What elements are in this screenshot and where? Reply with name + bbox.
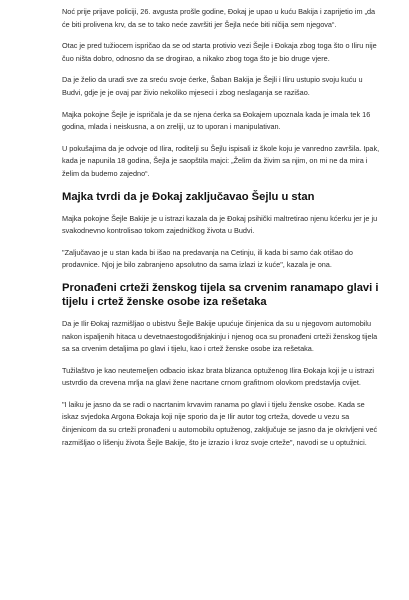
section-heading: Majka tvrdi da je Đokaj zaključavao Šejlu u stan <box>62 190 315 203</box>
paragraph: Otac je pred tužiocem ispričao da se od starta protivio vezi Šejle i Đokaja zbog toga što o Iliru nije čuo ništa dobro, odnosno da se drogirao, a nikako zbog toga što je bio druge vjere. <box>62 41 377 63</box>
paragraph: U pokušajima da je odvoje od Ilira, roditelji su Šejlu ispisali iz škole koju je vanredno završila. Ipak, kada je napunila 18 godina, Šejla je saopštila majci: „Želim da živim sa njim, on mi ne da mira i želim da budemo zajedno“. <box>62 143 380 178</box>
paragraph: Majka pokojne Šejle Bakije je u istrazi kazala da je Đokaj psihički maltretirao njenu kćerku jer je ju svakodnevno kontrolisao tokom zajedničkog života u Budvi. <box>62 213 378 236</box>
quote-paragraph: "I laiku je jasno da se radi o nacrtanim krvavim ranama po glavi i tijelu ženske osobe. Kada se iskaz svjedoka Argona Đokaja koji nije sporio da je Ilir autor tog crteža, dovede u vezu sa činjenicom da su crteži pronađeni u automobilu optuženog, zaključuje se jasno da je okrivljeni već razmišljao o lišenju života Šejle Bakije, što je izrazio i kroz svoje crteže", navodi se u optužnici. <box>62 399 378 447</box>
section-heading: Pronađeni crteži ženskog tijela sa crvenim ranamapo glavi i tijelu i crtež ženske osobe iza rešetaka <box>62 281 379 308</box>
paragraph: Noć prije prijave policiji, 26. avgusta prošle godine, Đokaj je upao u kuću Bakija i zaprijetio im „da će biti prolivena krv, da se to tako neće završiti jer Šejla neće biti ničija sem njegova“. <box>62 7 376 29</box>
paragraph: Da je želio da uradi sve za sreću svoje ćerke, Šaban Bakija je Šejli i Iliru ustupio svoju kuću u Budvi, gdje je je ovaj par živio nekoliko mjeseci i zbog neslaganja se razišao. <box>62 75 363 97</box>
paragraph: Majka pokojne Šejle je ispričala je da se njena ćerka sa Đokajem upoznala kada je imala tek 16 godina, mlada i neiskusna, a on zreliji, uz to uporan i manipulativan. <box>62 109 371 132</box>
quote-paragraph: "Zaljučavao je u stan kada bi išao na predavanja na Cetinju, ili kada bi samo ćak otišao do prodavnice. Njoj je bilo zabranjeno apsolutno da sama izlazi iz kuće", kazala je ona. <box>62 247 353 270</box>
paragraph: Tužilaštvo je kao neutemeljen odbacio iskaz brata blizanca optuženog Ilira Đokaja koji je u istrazi ustvrdio da crevena mrlja na glavi žene nacrtane crnom grafitnom olovkom predstavlja cvijet. <box>62 365 375 388</box>
paragraph: Da je Ilir Đokaj razmišljao o ubistvu Šejle Bakije upućuje činjenica da su u njegovom automobilu nakon ispaljenih hitaca u devetnaestogodišnjakinju i njenog oca su pronađeni crteži ženskog tijela sa sa crvenim detaljima po glavi i tijelu, kao i crtež ženske osobe iza rešetaka. <box>62 318 378 354</box>
